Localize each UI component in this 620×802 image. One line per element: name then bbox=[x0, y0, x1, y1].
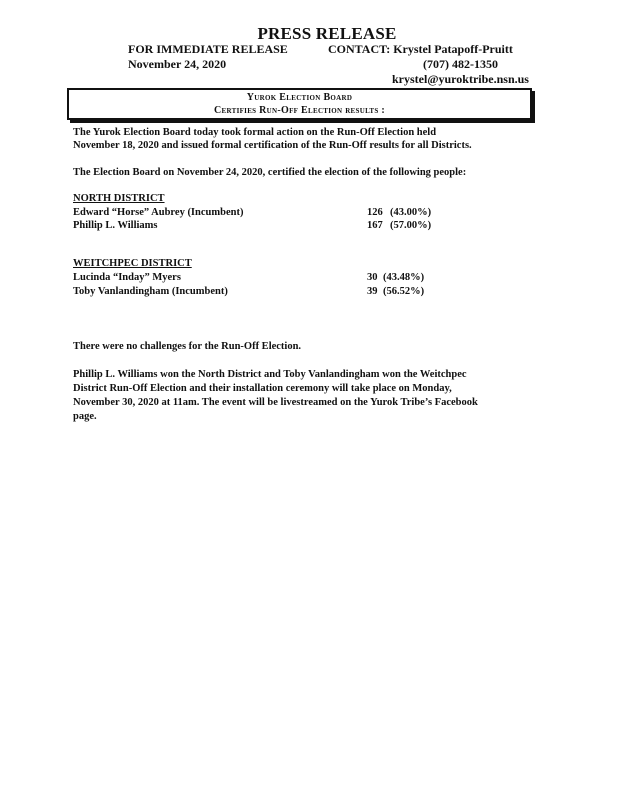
candidate-name: Edward “Horse” Aubrey (Incumbent) bbox=[73, 207, 244, 218]
district-heading-weitchpec: WEITCHPEC DISTRICT bbox=[73, 258, 192, 269]
contact-phone: (707) 482-1350 bbox=[423, 57, 498, 71]
candidate-votes: 167 bbox=[367, 220, 383, 231]
candidate-percent: (43.00%) bbox=[390, 207, 432, 218]
contact-email: krystel@yuroktribe.nsn.us bbox=[392, 72, 529, 86]
closing-line-2: District Run-Off Election and their installation ceremony will take place on Monday, bbox=[73, 383, 452, 394]
board-subtitle: Certifies Run-Off Election results : bbox=[214, 105, 385, 116]
closing-line-4: page. bbox=[73, 411, 97, 422]
closing-line-3: November 30, 2020 at 11am. The event will be livestreamed on the Yurok Tribe’s Facebook bbox=[73, 397, 478, 408]
candidate-name: Toby Vanlandingham (Incumbent) bbox=[73, 286, 228, 297]
candidate-votes: 126 bbox=[367, 207, 383, 218]
no-challenges-paragraph: There were no challenges for the Run-Off Election. bbox=[73, 341, 302, 352]
page-title: PRESS RELEASE bbox=[257, 24, 397, 43]
district-heading-north: NORTH DISTRICT bbox=[73, 193, 165, 204]
candidate-votes: 30 bbox=[367, 272, 378, 283]
board-name: Yurok Election Board bbox=[246, 92, 353, 103]
contact-name: CONTACT: Krystel Patapoff-Pruitt bbox=[328, 42, 513, 56]
closing-line-1: Phillip L. Williams won the North District and Toby Vanlandingham won the Weitchpec bbox=[73, 369, 467, 380]
candidate-name: Phillip L. Williams bbox=[73, 220, 158, 231]
intro-line-1: The Yurok Election Board today took formal action on the Run-Off Election held bbox=[73, 127, 437, 138]
candidate-percent: (57.00%) bbox=[390, 220, 432, 231]
candidate-votes: 39 bbox=[367, 286, 378, 297]
election-board-box bbox=[67, 88, 532, 120]
candidate-percent: (43.48%) bbox=[383, 272, 425, 283]
candidate-percent: (56.52%) bbox=[383, 286, 425, 297]
release-label: FOR IMMEDIATE RELEASE bbox=[128, 42, 288, 56]
certified-paragraph: The Election Board on November 24, 2020, certified the election of the following people: bbox=[73, 167, 467, 178]
intro-line-2: November 18, 2020 and issued formal certification of the Run-Off results for all Districts. bbox=[73, 140, 472, 151]
release-date: November 24, 2020 bbox=[128, 57, 227, 71]
candidate-name: Lucinda “Inday” Myers bbox=[73, 272, 181, 283]
